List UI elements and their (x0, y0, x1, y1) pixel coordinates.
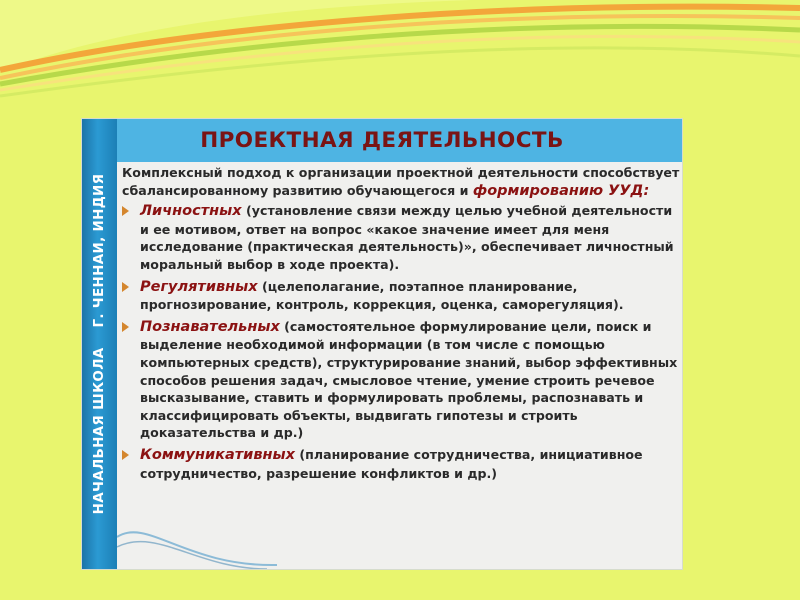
bullet-arrow-icon (122, 282, 129, 292)
list-item-communicative (120, 446, 680, 482)
list-item-regulatory (120, 278, 680, 314)
slide-title: ПРОЕКТНАЯ ДЕЯТЕЛЬНОСТЬ (200, 128, 564, 153)
item-term: Личностных (140, 203, 242, 220)
decorative-swirl (117, 507, 277, 569)
title-bar (117, 119, 682, 162)
item-text: (целеполагание, поэтапное планирование, прогнозирование, контроль, коррекция, оценка, саморегуляция). (140, 278, 624, 313)
bullet-arrow-icon (122, 450, 129, 460)
slide-content (120, 164, 680, 486)
item-text: (планирование сотрудничества, инициативное сотрудничество, разрешение конфликтов и др.) (140, 446, 643, 481)
list-item-cognitive (120, 318, 680, 442)
item-term: Познавательных (140, 318, 280, 335)
item-term: Регулятивных (140, 278, 258, 295)
bullet-arrow-icon (122, 322, 129, 332)
item-text: (установление связи между целью учебной деятельности и ее мотивом, ответ на вопрос «какое значение имеет для меня исследование (практическая деятельность)», обеспечивает личностный моральный выбор в ходе проекта). (140, 203, 674, 272)
sidebar (82, 119, 117, 569)
slide-panel (82, 119, 682, 569)
bullet-arrow-icon (122, 206, 129, 216)
sidebar-caption: НАЧАЛЬНАЯ ШКОЛА Г. ЧЕННАИ, ИНДИЯ (91, 173, 107, 515)
item-term: Коммуникативных (140, 446, 295, 463)
decorative-swoosh (0, 0, 800, 110)
list-item-personal (120, 202, 680, 273)
intro-text: Комплексный подход к организации проектной деятельности способствует сбалансированному развитию обучающегося и (122, 165, 680, 198)
intro-paragraph (120, 164, 680, 200)
item-text: (самостоятельное формулирование цели, поиск и выделение необходимой информации (в том числе с помощью компьютерных средств), структурирование знаний, выбор эффективных способов решения задач, смысловое чтение, умение строить речевое высказывание, ставить и формулировать проблемы, распознавать и классифицировать объекты, выдвигать гипотезы и строить доказательства и др.) (140, 318, 678, 441)
intro-highlight: формированию УУД: (472, 182, 650, 199)
